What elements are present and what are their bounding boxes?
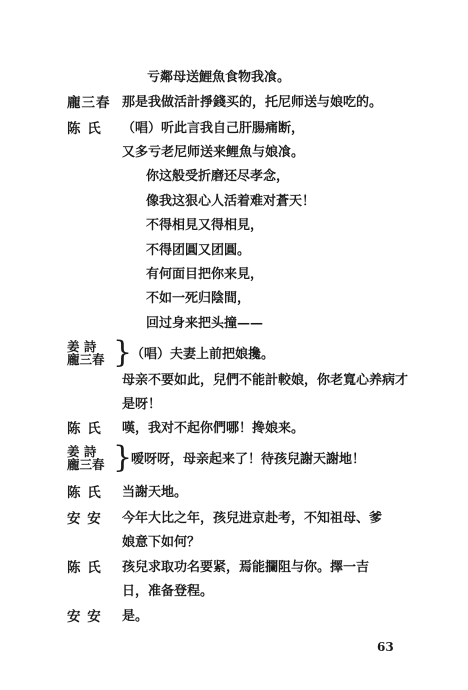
speaker-label: 姜 詩 [67,444,97,459]
line-10: 不如一死归陰間， [146,291,251,306]
speaker-label: 安 安 [67,609,102,625]
speaker-label: 陈 氏 [67,421,102,437]
line-22: 是。 [122,609,149,624]
brace-icon: } [113,335,133,370]
line-6: 像我这狠心人活着难对蒼天！ [146,194,316,209]
line-19: 娘意下如何？ [122,535,201,550]
joint-speakers [67,445,105,471]
line-2: 那是我做活計掙錢买的，托尼师送与娘吃的。 [122,95,383,110]
speaker-label: 龐三春 [67,95,111,111]
speaker-label: 安 安 [67,511,102,527]
line-4: 又多亏老尼师送来鲤魚与娘飡。 [122,145,305,160]
line-17: 当謝天地。 [122,485,188,500]
line-20: 孩兒求取功名要紧，焉能攔阻与你。擇一吉 [122,560,370,575]
speaker-label: 陈 氏 [67,485,102,501]
brace-icon: } [113,440,133,475]
line-21: 日，准备登程。 [122,584,214,599]
line-1: 亏鄰母送鯉魚食物我飡。 [147,70,291,85]
speaker-label: 陈 氏 [67,560,102,576]
line-18: 今年大比之年，孩兒进京赴考，不知祖母、爹 [122,511,383,526]
page-number: 63 [377,640,394,654]
line-9: 有何面目把你来見， [146,267,264,282]
joint-speakers [67,340,105,366]
line-7: 不得相見又得相見， [146,218,264,233]
speaker-label: 龐三春 [67,352,105,367]
line-13: 母亲不要如此，兒們不能計較娘，你老寬心养病才 [122,373,409,388]
line-11: 回过身来把头撞—— [146,316,264,331]
line-8: 不得团圓又团圓。 [146,243,251,258]
line-3: （唱）听此言我自己肝腸痛断， [122,121,305,136]
line-14: 是呀！ [122,397,162,412]
line-12: （唱）夫妻上前把娘攙。 [131,347,275,362]
line-15: 嘆，我对不起你們哪！搀娘来。 [122,421,305,436]
speaker-label: 龐三春 [67,457,105,472]
speaker-label: 姜 詩 [67,339,97,354]
line-16: 嗳呀呀，母亲起来了！待孩兒謝天謝地！ [131,452,366,467]
speaker-label: 陈 氏 [67,121,102,137]
line-5: 你这般受折磨还尽孝念， [146,169,290,184]
